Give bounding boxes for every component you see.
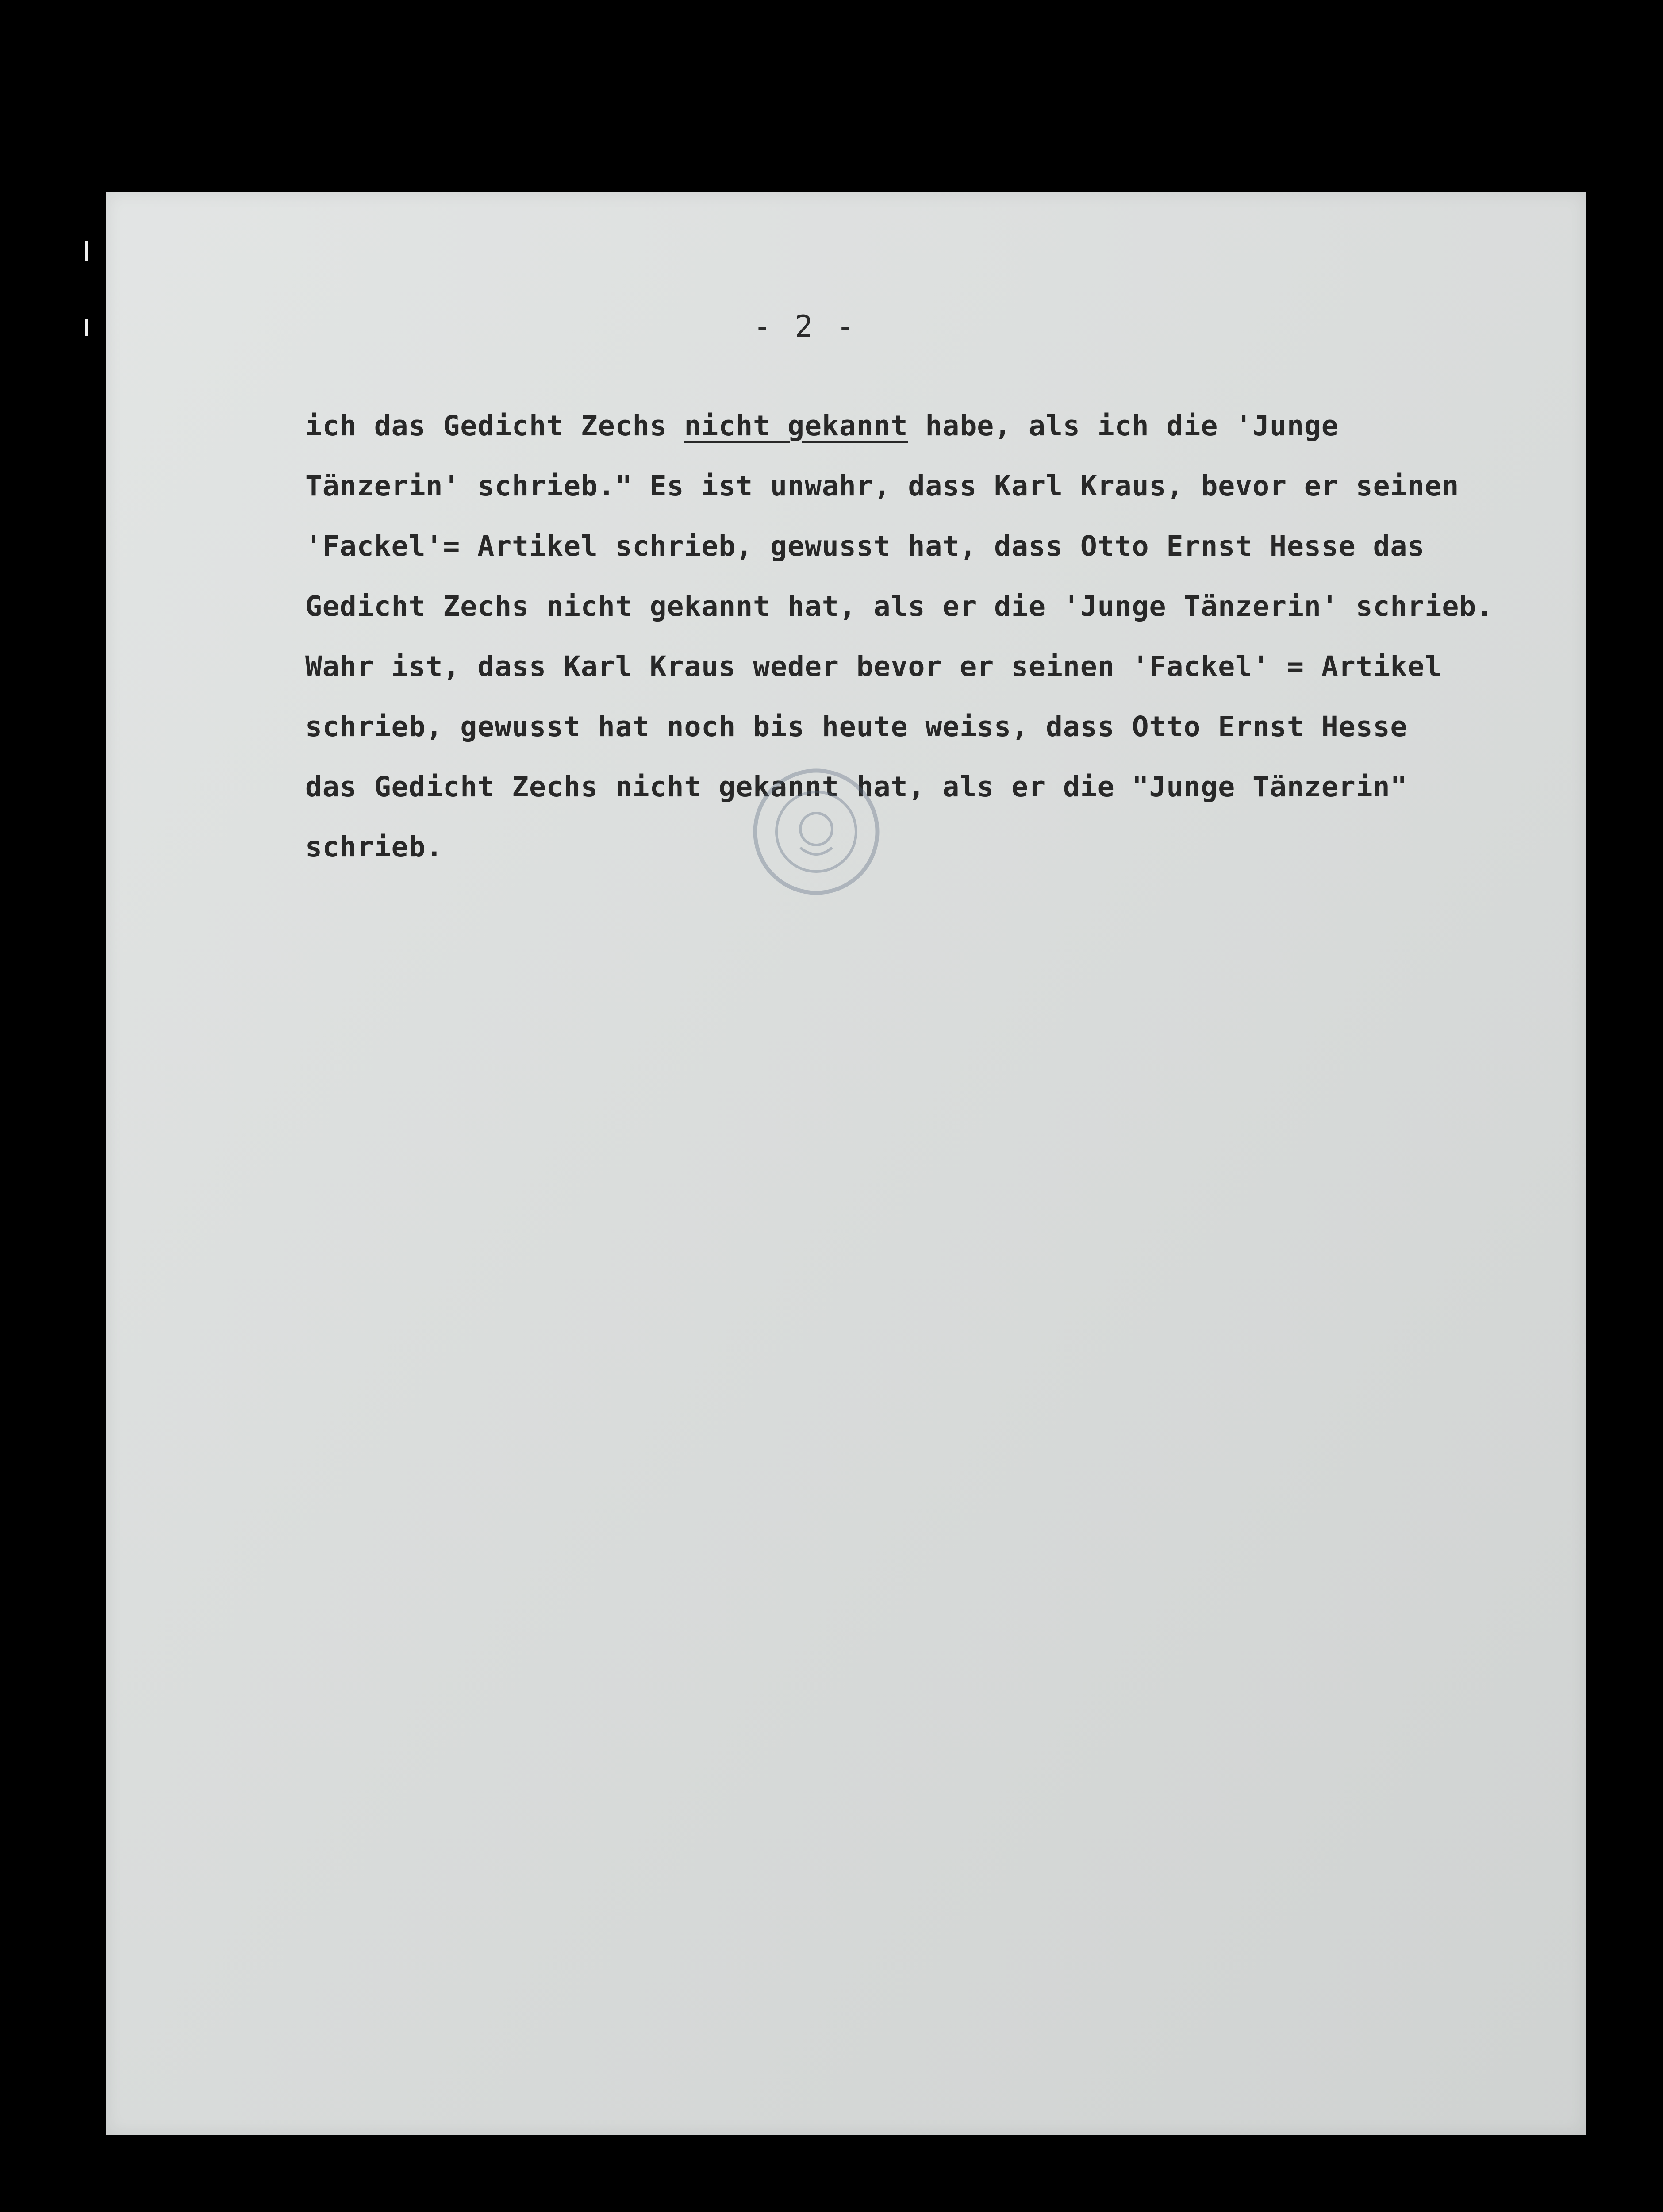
underlined-text: nicht gekannt — [684, 410, 908, 442]
margin-mark-top — [85, 241, 88, 261]
margin-mark-bottom — [85, 319, 88, 336]
archive-stamp — [750, 765, 883, 898]
document-page — [106, 192, 1586, 2135]
text-line-4: Gedicht Zechs nicht gekannt hat, als er die 'Junge Tänzerin' schrieb. — [305, 590, 1494, 622]
text-line-5: Wahr ist, dass Karl Kraus weder bevor er seinen 'Fackel' = Artikel — [305, 650, 1442, 683]
text-line-8: schrieb. — [305, 831, 443, 863]
text-line-1-end: habe, als ich die 'Junge — [908, 410, 1339, 442]
text-line-3: 'Fackel'= Artikel schrieb, gewusst hat, dass Otto Ernst Hesse das — [305, 530, 1425, 562]
text-line-6: schrieb, gewusst hat noch bis heute weiss, dass Otto Ernst Hesse — [305, 710, 1408, 743]
page-number: - 2 - — [753, 309, 857, 344]
text-line-7: das Gedicht Zechs nicht gekannt hat, als er die "Junge Tänzerin" — [305, 771, 1408, 803]
text-line-2: Tänzerin' schrieb." Es ist unwahr, dass Karl Kraus, bevor er seinen — [305, 470, 1459, 502]
text-line-1 — [305, 396, 1571, 456]
text-line-1-start: ich das Gedicht Zechs — [305, 410, 684, 442]
body-text — [305, 396, 1571, 877]
